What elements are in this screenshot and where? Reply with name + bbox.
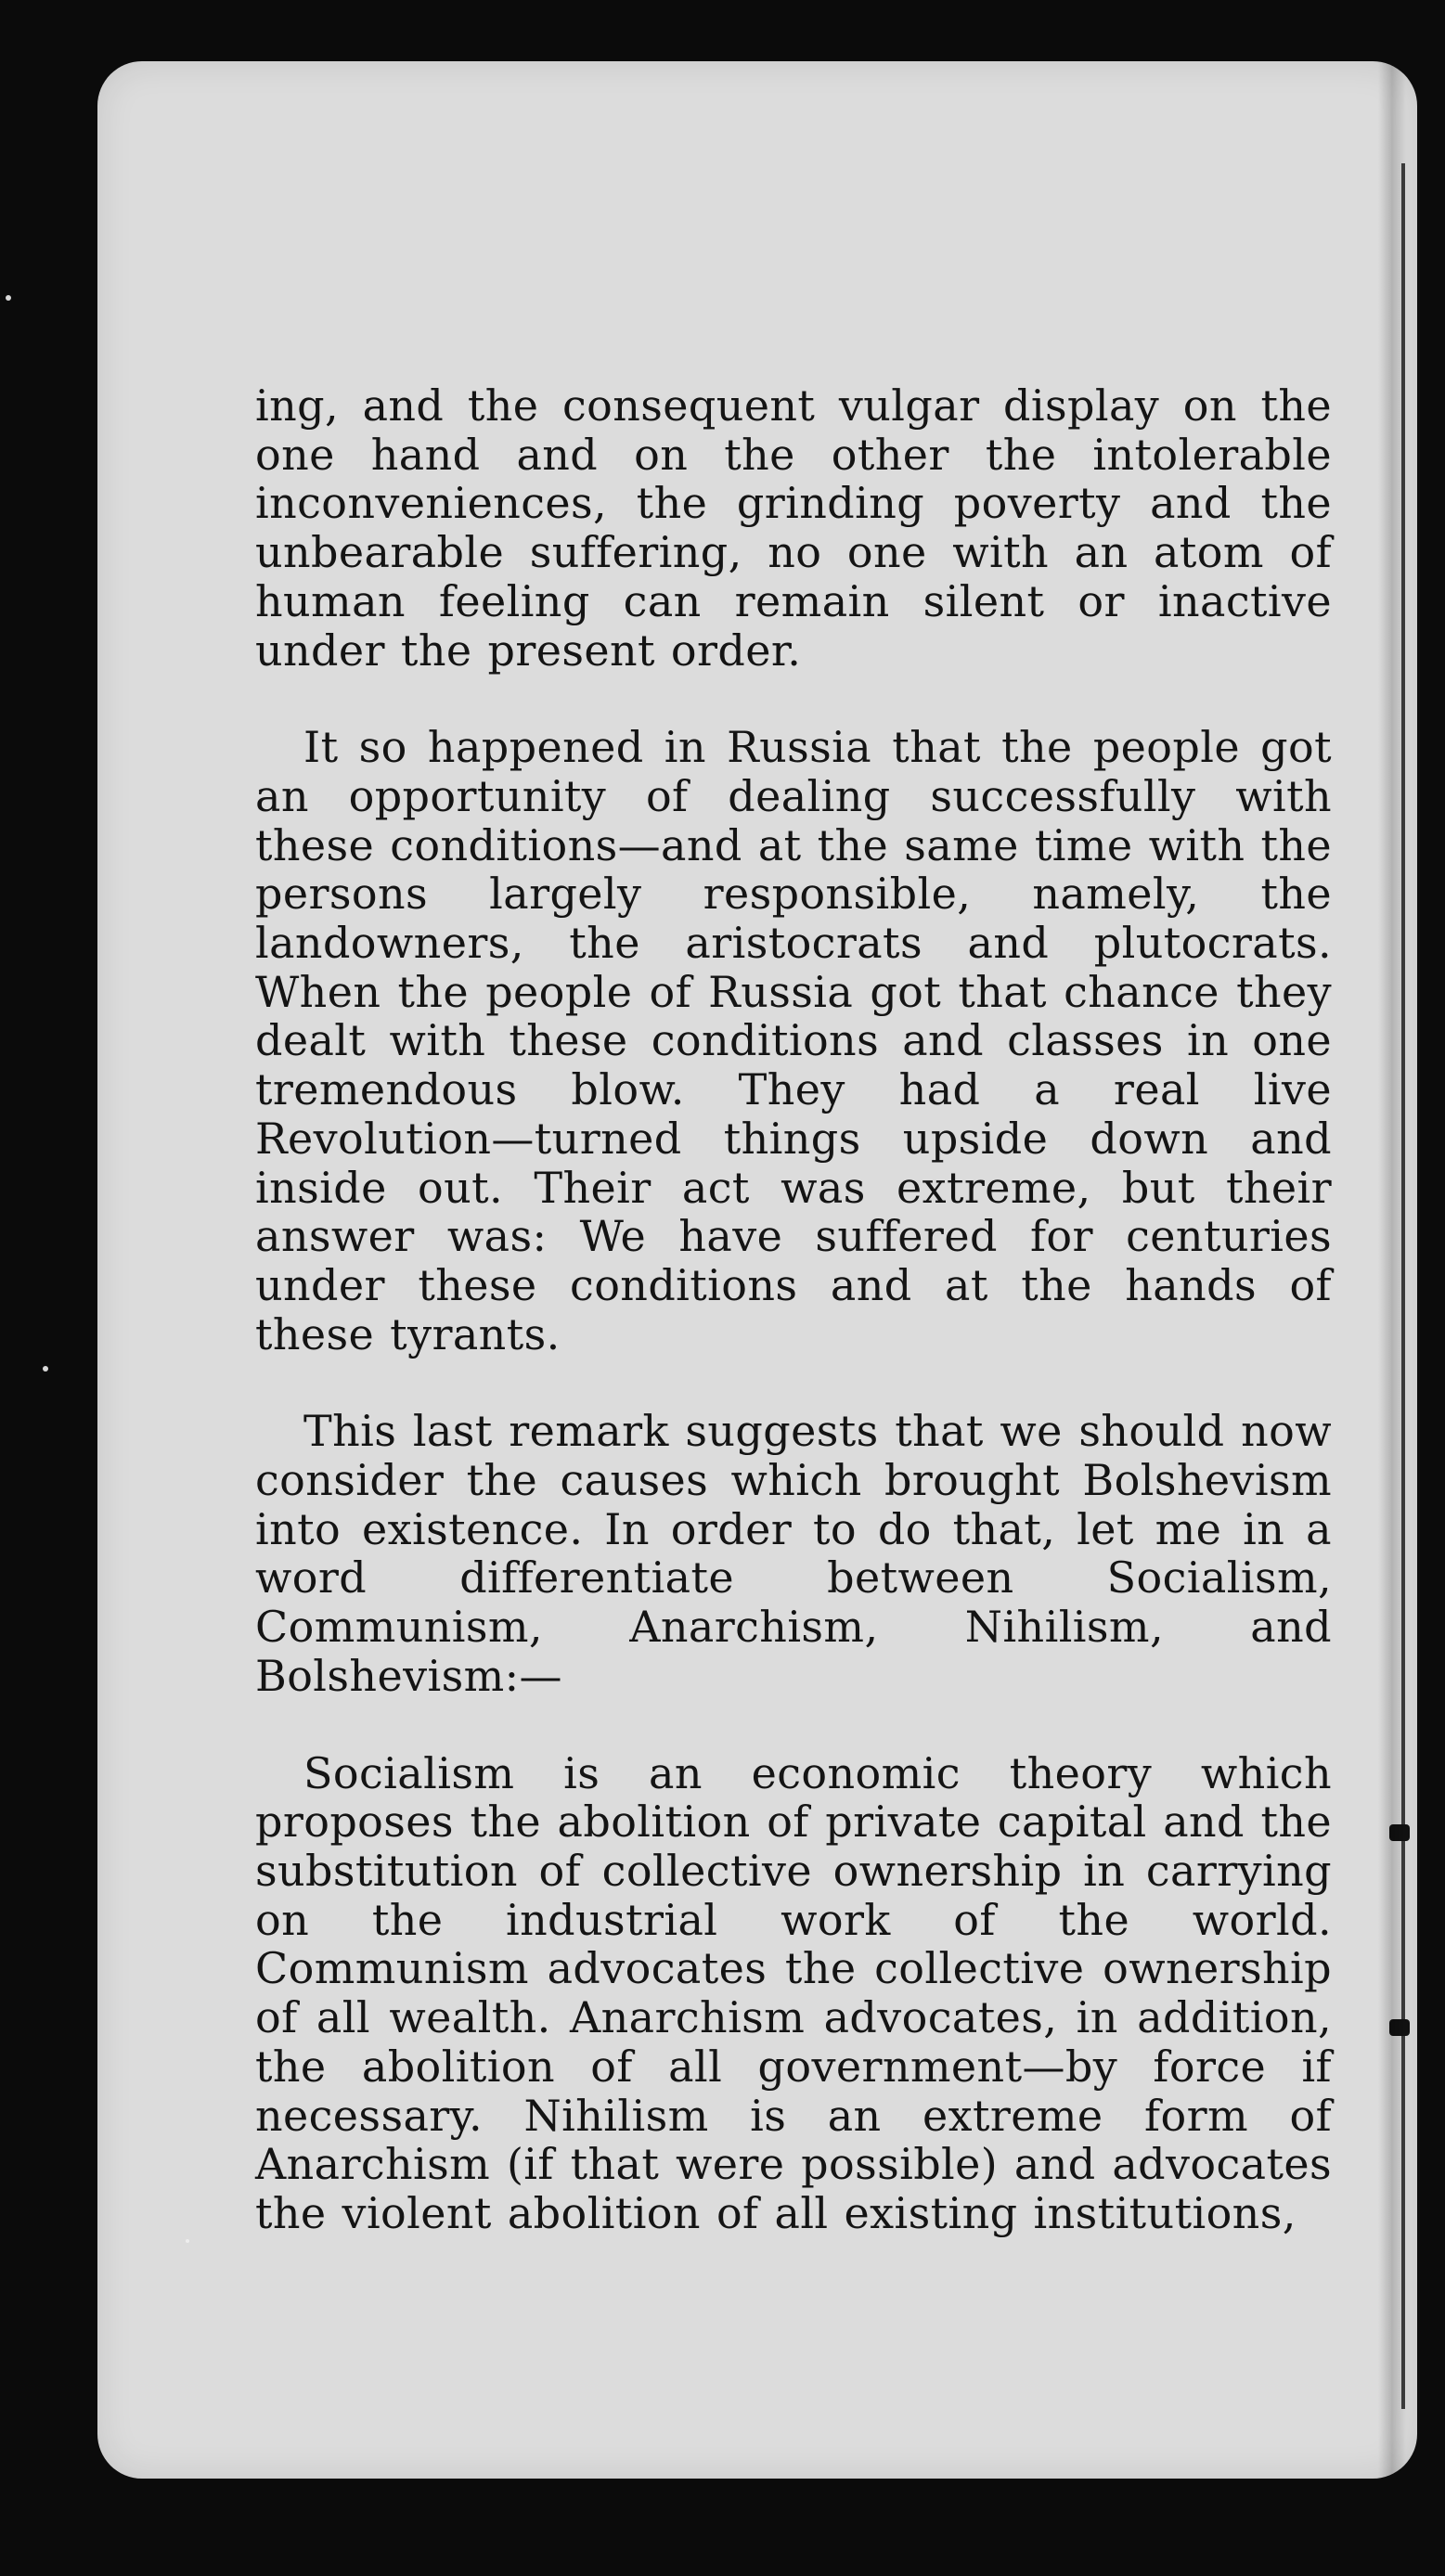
dust-speck <box>43 1366 48 1372</box>
paragraph-russia: It so happened in Russia that the people got an opportunity of dealing successfully with these conditions—and at the same time with the persons largely responsible, namely, the landowners, the aristocrats and plutocrats. When the people of Russia got that chance they dealt with these conditions and classes in one tremendous blow. They had a real live Revolution—turned things upside down and inside out. Their act was extreme, but their answer was: We have suffered for centuries under these conditions and at the hands of these tyrants. <box>255 722 1332 1359</box>
paragraph-continuation: ing, and the consequent vulgar display on the one hand and on the other the intolerable inconveniences, the grinding poverty and the unbearable suffering, no one with an atom of human feeling can remain silent or inactive under the present order. <box>255 380 1332 676</box>
dust-speck <box>186 2239 189 2243</box>
page-binding-edge <box>1401 163 1405 2409</box>
book-page <box>97 61 1417 2479</box>
page-text <box>255 381 1332 2238</box>
dust-speck <box>6 295 11 301</box>
binding-mark <box>1389 2019 1410 2036</box>
paragraph-definitions: Socialism is an economic theory which proposes the abolition of private capital and the substitution of collective ownership in carrying on the industrial work of the world. Communism advocates the collective ownership of all wealth. Anarchism advocates, in addition, the abolition of all government—by force if necessary. Nihilism is an extreme form of Anarchism (if that were possible) and advocates the violent abolition of all existing institutions, <box>255 1747 1332 2238</box>
binding-mark <box>1389 1824 1410 1841</box>
paragraph-causes: This last remark suggests that we should now consider the causes which brought Bolshevism into existence. In order to do that, let me in a word differentiate between Socialism, Communism, Anarchism, Nihilism, and Bolshevism:— <box>255 1406 1332 1701</box>
